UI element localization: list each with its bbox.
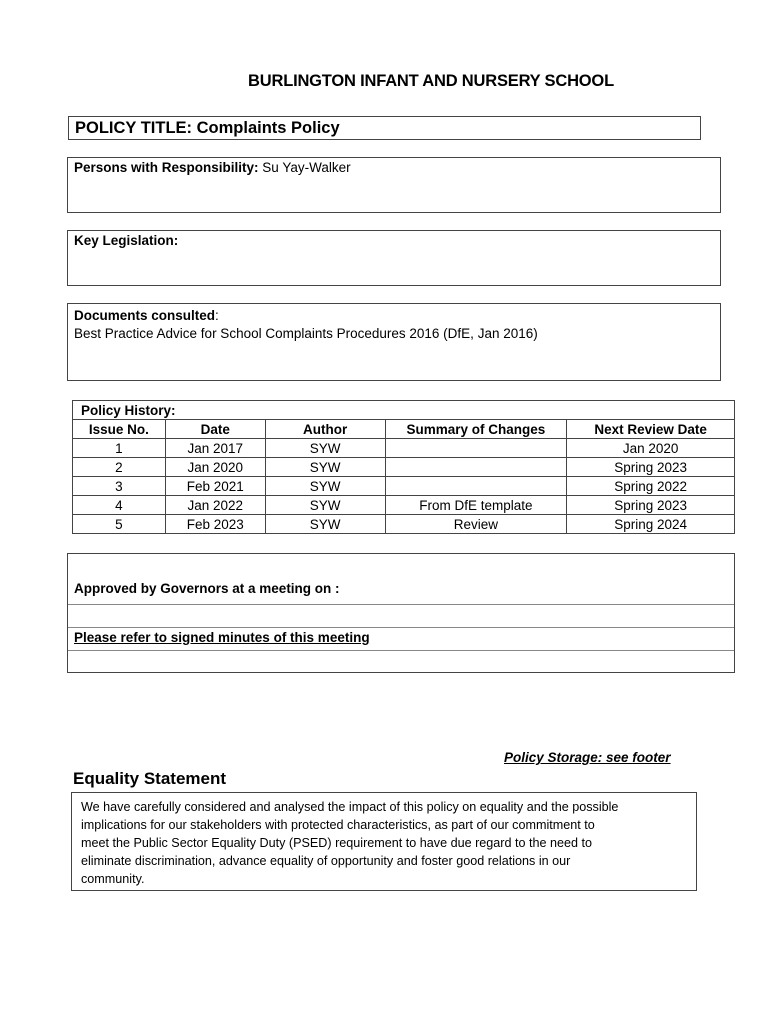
equality-heading: Equality Statement: [73, 769, 227, 788]
persons-label: Persons with Responsibility:: [74, 160, 259, 175]
school-name: BURLINGTON INFANT AND NURSERY SCHOOL: [248, 72, 614, 90]
cell-date: Jan 2017: [165, 439, 265, 458]
cell-author: SYW: [265, 515, 385, 534]
policy-title: POLICY TITLE: Complaints Policy: [75, 119, 340, 137]
documents-consulted-box: [67, 303, 721, 381]
cell-issue: 5: [73, 515, 166, 534]
governor-approval-box: [67, 553, 735, 673]
documents-colon: :: [215, 308, 219, 323]
documents-label: Documents consulted: [74, 308, 216, 323]
equality-line: community.: [81, 872, 145, 886]
cell-date: Feb 2021: [165, 477, 265, 496]
equality-statement-box: [71, 792, 697, 891]
policy-history-caption: Policy History:: [73, 401, 735, 420]
approval-statement: Approved by Governors at a meeting on :: [74, 581, 340, 596]
equality-line: We have carefully considered and analysed the impact of this policy on equality and the possible: [81, 800, 619, 814]
table-header-row: [73, 420, 735, 439]
header-summary: Summary of Changes: [385, 420, 567, 439]
header-author: Author: [265, 420, 385, 439]
header-date: Date: [165, 420, 265, 439]
documents-value: Best Practice Advice for School Complaints Procedures 2016 (DfE, Jan 2016): [74, 326, 538, 341]
cell-next-review: Spring 2023: [567, 496, 735, 515]
cell-date: Feb 2023: [165, 515, 265, 534]
cell-date: Jan 2020: [165, 458, 265, 477]
cell-summary: [385, 477, 567, 496]
cell-summary: [385, 439, 567, 458]
cell-author: SYW: [265, 496, 385, 515]
cell-next-review: Spring 2024: [567, 515, 735, 534]
cell-summary: [385, 458, 567, 477]
cell-issue: 3: [73, 477, 166, 496]
key-legislation-box: [67, 230, 721, 286]
table-row: [73, 439, 735, 458]
table-row: [73, 515, 735, 534]
table-row: [73, 458, 735, 477]
equality-line: meet the Public Sector Equality Duty (PSED) requirement to have due regard to the need to: [81, 836, 593, 850]
equality-line: eliminate discrimination, advance equality of opportunity and foster good relations in our: [81, 854, 571, 868]
cell-issue: 2: [73, 458, 166, 477]
approval-minutes-note: Please refer to signed minutes of this meeting: [74, 630, 370, 645]
policy-storage-note: Policy Storage: see footer: [504, 750, 671, 765]
cell-author: SYW: [265, 458, 385, 477]
cell-author: SYW: [265, 477, 385, 496]
cell-next-review: Spring 2023: [567, 458, 735, 477]
legislation-label: Key Legislation:: [74, 233, 179, 248]
policy-title-box: [68, 116, 701, 140]
header-next-review: Next Review Date: [567, 420, 735, 439]
policy-history-table: [72, 400, 735, 534]
cell-next-review: Spring 2022: [567, 477, 735, 496]
persons-value: Su Yay-Walker: [262, 160, 351, 175]
cell-next-review: Jan 2020: [567, 439, 735, 458]
cell-summary: From DfE template: [385, 496, 567, 515]
approval-divider: [68, 650, 734, 651]
equality-line: implications for our stakeholders with protected characteristics, as part of our commitment to: [81, 818, 595, 832]
cell-issue: 4: [73, 496, 166, 515]
table-row: [73, 496, 735, 515]
cell-summary: Review: [385, 515, 567, 534]
header-issue-no: Issue No.: [73, 420, 166, 439]
approval-divider: [68, 604, 734, 605]
table-row: [73, 477, 735, 496]
approval-divider: [68, 627, 734, 628]
cell-issue: 1: [73, 439, 166, 458]
cell-author: SYW: [265, 439, 385, 458]
cell-date: Jan 2022: [165, 496, 265, 515]
persons-responsibility-box: [67, 157, 721, 213]
